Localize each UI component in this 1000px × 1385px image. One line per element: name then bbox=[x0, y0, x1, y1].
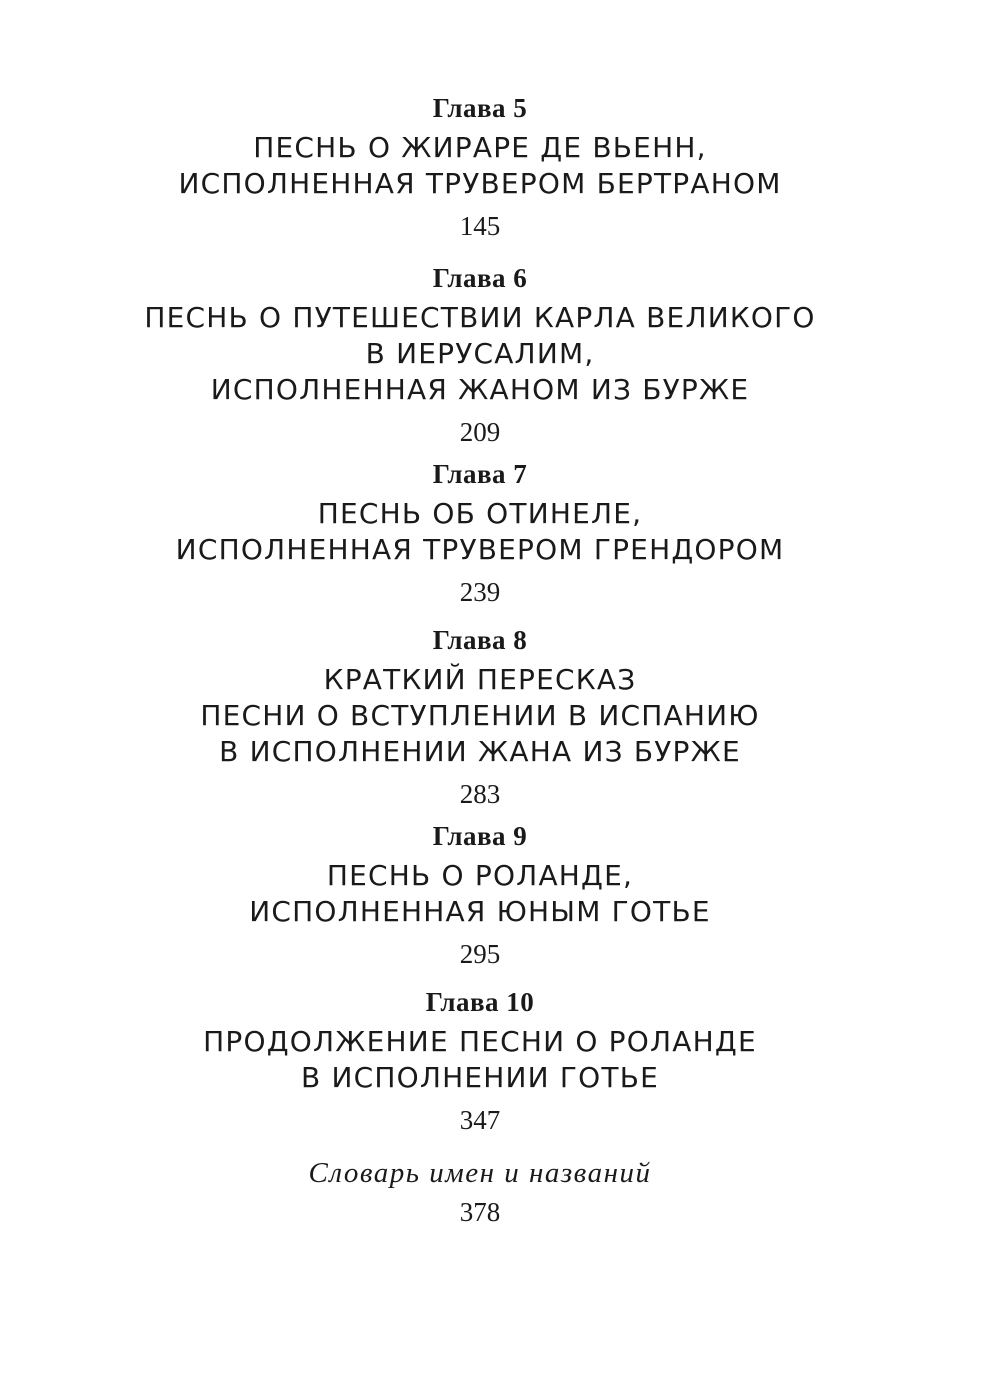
chapter-label: Глава 7 bbox=[432, 459, 528, 489]
chapter-label: Глава 10 bbox=[425, 987, 535, 1017]
chapter-label: Глава 5 bbox=[432, 93, 528, 123]
page-number: 239 bbox=[459, 577, 501, 607]
chapter-title-line: ИСПОЛНЕННАЯ ТРУВЕРОМ ГРЕНДОРОМ bbox=[175, 533, 785, 566]
page-number: 347 bbox=[459, 1105, 501, 1135]
glossary-title: Словарь имен и названий bbox=[308, 1157, 652, 1189]
chapter-title bbox=[0, 300, 960, 408]
toc-entry-chapter-10 bbox=[0, 986, 960, 1136]
page-number: 209 bbox=[459, 417, 501, 447]
chapter-title-line: ПЕСНЬ ОБ ОТИНЕЛЕ, bbox=[317, 497, 643, 530]
chapter-title-line: ПЕСНИ О ВСТУПЛЕНИИ В ИСПАНИЮ bbox=[200, 699, 760, 732]
chapter-title-line: В ИСПОЛНЕНИИ ЖАНА ИЗ БУРЖЕ bbox=[219, 735, 741, 768]
chapter-title-line: В ИСПОЛНЕНИИ ГОТЬЕ bbox=[300, 1061, 660, 1094]
chapter-title bbox=[0, 858, 960, 930]
chapter-title bbox=[0, 496, 960, 568]
page-number: 378 bbox=[459, 1197, 501, 1227]
chapter-title bbox=[0, 1024, 960, 1096]
toc-entry-chapter-7 bbox=[0, 458, 960, 608]
page-number: 283 bbox=[459, 779, 501, 809]
chapter-title-line: В ИЕРУСАЛИМ, bbox=[365, 337, 595, 370]
chapter-title bbox=[0, 130, 960, 202]
chapter-title-line: КРАТКИЙ ПЕРЕСКАЗ bbox=[323, 663, 637, 696]
chapter-label: Глава 8 bbox=[432, 625, 528, 655]
chapter-title-line: ПЕСНЬ О ПУТЕШЕСТВИИ КАРЛА ВЕЛИКОГО bbox=[144, 301, 816, 334]
chapter-label: Глава 9 bbox=[432, 821, 528, 851]
toc-entry-chapter-9 bbox=[0, 820, 960, 970]
page-number: 295 bbox=[459, 939, 501, 969]
toc-entry-chapter-8 bbox=[0, 624, 960, 810]
chapter-title-line: ИСПОЛНЕННАЯ ЖАНОМ ИЗ БУРЖЕ bbox=[210, 373, 750, 406]
toc-entry-glossary bbox=[0, 1156, 960, 1228]
chapter-title-line: ПЕСНЬ О ЖИРАРЕ ДЕ ВЬЕНН, bbox=[253, 131, 707, 164]
chapter-title-line: ИСПОЛНЕННАЯ ЮНЫМ ГОТЬЕ bbox=[249, 895, 711, 928]
toc-entry-chapter-5 bbox=[0, 92, 960, 242]
toc-entry-chapter-6 bbox=[0, 262, 960, 448]
chapter-title bbox=[0, 662, 960, 770]
chapter-title-line: ИСПОЛНЕННАЯ ТРУВЕРОМ БЕРТРАНОМ bbox=[178, 167, 782, 200]
chapter-title-line: ПЕСНЬ О РОЛАНДЕ, bbox=[326, 859, 634, 892]
page-number: 145 bbox=[459, 211, 501, 241]
chapter-label: Глава 6 bbox=[432, 263, 528, 293]
chapter-title-line: ПРОДОЛЖЕНИЕ ПЕСНИ О РОЛАНДЕ bbox=[203, 1025, 757, 1058]
